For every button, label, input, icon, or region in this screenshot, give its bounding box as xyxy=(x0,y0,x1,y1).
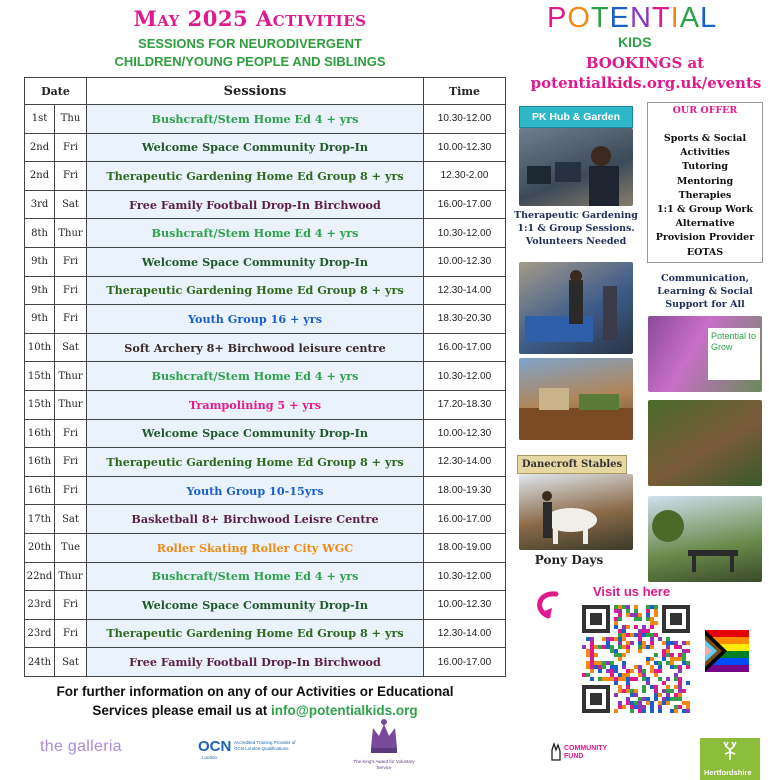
gardening-photo xyxy=(648,400,762,486)
row-weekday: Fri xyxy=(55,476,87,505)
row-day: 16th xyxy=(25,448,55,477)
gardening-caption: Therapeutic Gardening 1:1 & Group Sessions. Volunteers Needed xyxy=(514,210,638,247)
table-row xyxy=(25,390,506,419)
offer-item: Provision Provider xyxy=(655,232,755,244)
garden-model-photo xyxy=(519,358,633,440)
subtitle-line-1: SESSIONS FOR NEURODIVERGENT xyxy=(138,36,362,51)
kings-award-text: The King's Award for Voluntary Service xyxy=(353,759,415,770)
table-row xyxy=(25,276,506,305)
row-weekday: Fri xyxy=(55,247,87,276)
row-day: 20th xyxy=(25,533,55,562)
row-session: Therapeutic Gardening Home Ed Group 8 + yrs xyxy=(87,276,424,305)
row-session: Bushcraft/Stem Home Ed 4 + yrs xyxy=(87,362,424,391)
table-row xyxy=(25,505,506,534)
time-header: Time xyxy=(424,78,506,105)
offer-item: Activities xyxy=(680,147,730,159)
pool-table-photo-art xyxy=(519,262,633,354)
row-time: 10.00-12.30 xyxy=(424,591,506,620)
row-weekday: Sat xyxy=(55,333,87,362)
offer-item: Alternative xyxy=(675,218,735,230)
row-time: 10.00-12.30 xyxy=(424,419,506,448)
row-time: 10.30-12.00 xyxy=(424,362,506,391)
row-weekday: Thur xyxy=(55,562,87,591)
logo-letter: T xyxy=(651,2,671,34)
row-session: Welcome Space Community Drop-In xyxy=(87,419,424,448)
hertfordshire-logo xyxy=(700,738,760,780)
row-weekday: Fri xyxy=(55,591,87,620)
table-row xyxy=(25,419,506,448)
logo-letter: L xyxy=(700,2,718,34)
row-weekday: Fri xyxy=(55,619,87,648)
row-time: 10.30-12.00 xyxy=(424,219,506,248)
row-time: 18.00-19.30 xyxy=(424,476,506,505)
row-session: Bushcraft/Stem Home Ed 4 + yrs xyxy=(87,562,424,591)
hertfordshire-text: Hertfordshire xyxy=(704,768,752,777)
row-session: Therapeutic Gardening Home Ed Group 8 + yrs xyxy=(87,162,424,191)
row-day: 23rd xyxy=(25,619,55,648)
table-row xyxy=(25,476,506,505)
row-time: 16.00-17.00 xyxy=(424,648,506,677)
our-offer-box xyxy=(647,102,763,263)
offer-item: Sports & Social xyxy=(663,133,747,144)
offer-item: EOTAS xyxy=(686,246,724,258)
row-weekday: Thur xyxy=(55,219,87,248)
logo-letter: P xyxy=(547,2,568,34)
table-row xyxy=(25,219,506,248)
row-weekday: Fri xyxy=(55,419,87,448)
table-row xyxy=(25,448,506,477)
kids-logo-text: KIDS xyxy=(618,34,652,50)
row-weekday: Thur xyxy=(55,390,87,419)
row-day: 9th xyxy=(25,276,55,305)
row-session: Free Family Football Drop-In Birchwood xyxy=(87,190,424,219)
row-day: 10th xyxy=(25,333,55,362)
table-row xyxy=(25,362,506,391)
pool-table-photo xyxy=(519,262,633,354)
table-row xyxy=(25,247,506,276)
row-weekday: Thur xyxy=(55,362,87,391)
offer-item: 1:1 & Group Work xyxy=(656,204,754,216)
row-weekday: Fri xyxy=(55,305,87,334)
row-session: Trampolining 5 + yrs xyxy=(87,390,424,419)
community-fund-logo xyxy=(548,740,628,766)
row-weekday: Sat xyxy=(55,190,87,219)
ocn-logo xyxy=(198,738,308,762)
table-row xyxy=(25,591,506,620)
hart-icon xyxy=(718,740,742,764)
row-day: 2nd xyxy=(25,162,55,191)
row-time: 16.00-17.00 xyxy=(424,333,506,362)
row-session: Therapeutic Gardening Home Ed Group 8 + yrs xyxy=(87,448,424,477)
row-day: 24th xyxy=(25,648,55,677)
communication-caption: Communication, Learning & Social Support for All xyxy=(657,273,753,310)
row-day: 22nd xyxy=(25,562,55,591)
potential-to-grow-sign: Potential to Grow xyxy=(708,328,760,380)
logo-letter: T xyxy=(590,2,610,34)
offer-item: Mentoring xyxy=(676,175,734,187)
footer-line-2 xyxy=(0,703,510,718)
table-row xyxy=(25,533,506,562)
table-row xyxy=(25,562,506,591)
row-day: 3rd xyxy=(25,190,55,219)
row-session: Bushcraft/Stem Home Ed 4 + yrs xyxy=(87,105,424,134)
row-time: 10.00-12.30 xyxy=(424,247,506,276)
row-weekday: Fri xyxy=(55,448,87,477)
row-session: Basketball 8+ Birchwood Leisre Centre xyxy=(87,505,424,534)
crossed-fingers-icon xyxy=(548,742,564,762)
table-row xyxy=(25,162,506,191)
pony-photo xyxy=(519,474,633,550)
pk-hub-photo-art xyxy=(519,128,633,206)
pk-hub-photo xyxy=(519,128,633,206)
row-time: 17.20-18.30 xyxy=(424,390,506,419)
table-row xyxy=(25,648,506,677)
row-session: Soft Archery 8+ Birchwood leisure centre xyxy=(87,333,424,362)
community-fund-text: COMMUNITY FUND xyxy=(564,745,608,760)
row-weekday: Thu xyxy=(55,105,87,134)
row-session: Therapeutic Gardening Home Ed Group 8 + yrs xyxy=(87,619,424,648)
table-row xyxy=(25,105,506,134)
row-day: 8th xyxy=(25,219,55,248)
row-day: 15th xyxy=(25,390,55,419)
galleria-logo: the galleria xyxy=(40,738,122,755)
table-header-row xyxy=(25,78,506,105)
row-time: 18.30-20.30 xyxy=(424,305,506,334)
schedule-table xyxy=(24,77,506,677)
row-time: 12.30-14.00 xyxy=(424,619,506,648)
row-day: 9th xyxy=(25,247,55,276)
row-day: 9th xyxy=(25,305,55,334)
row-time: 16.00-17.00 xyxy=(424,505,506,534)
pony-photo-art xyxy=(519,474,633,550)
row-time: 12.30-2.00 xyxy=(424,162,506,191)
garden-bench-photo-art xyxy=(648,496,762,582)
row-weekday: Fri xyxy=(55,162,87,191)
row-day: 23rd xyxy=(25,591,55,620)
offer-item: Therapies xyxy=(678,189,732,201)
offer-item: Tutoring xyxy=(682,161,728,173)
kings-award-crown-icon xyxy=(368,718,400,758)
footer-line-1: For further information on any of our Activities or Educational xyxy=(56,684,454,699)
page-title: May 2025 Activities xyxy=(133,6,367,31)
table-row xyxy=(25,619,506,648)
row-day: 16th xyxy=(25,476,55,505)
row-day: 17th xyxy=(25,505,55,534)
garden-model-photo-art xyxy=(519,358,633,440)
logo-letter: A xyxy=(679,2,701,34)
table-row xyxy=(25,133,506,162)
date-header: Date xyxy=(25,78,87,105)
row-day: 1st xyxy=(25,105,55,134)
row-session: Bushcraft/Stem Home Ed 4 + yrs xyxy=(87,219,424,248)
qr-code-icon[interactable] xyxy=(582,605,690,713)
row-session: Welcome Space Community Drop-In xyxy=(87,247,424,276)
row-day: 16th xyxy=(25,419,55,448)
row-time: 10.30-12.00 xyxy=(424,562,506,591)
ocn-logo-text: OCN xyxy=(198,738,232,755)
row-session: Welcome Space Community Drop-In xyxy=(87,133,424,162)
logo-letter: N xyxy=(629,2,652,34)
sessions-header: Sessions xyxy=(87,78,424,105)
ocn-logo-sub: London xyxy=(202,755,218,760)
our-offer-list xyxy=(648,132,762,260)
contact-email-link[interactable]: info@potentialkids.org xyxy=(270,703,418,718)
pony-days-caption: Pony Days xyxy=(534,553,604,567)
row-session: Youth Group 16 + yrs xyxy=(87,305,424,334)
danecroft-stables-label: Danecroft Stables xyxy=(517,455,627,474)
potential-logo xyxy=(547,2,717,35)
table-row xyxy=(25,333,506,362)
row-weekday: Tue xyxy=(55,533,87,562)
subtitle-line-2: CHILDREN/YOUNG PEOPLE AND SIBLINGS xyxy=(114,54,386,69)
row-session: Roller Skating Roller City WGC xyxy=(87,533,424,562)
row-day: 2nd xyxy=(25,133,55,162)
progress-pride-flag-icon xyxy=(705,630,749,672)
logo-letter: E xyxy=(609,2,630,34)
row-weekday: Sat xyxy=(55,505,87,534)
row-time: 12.30-14.00 xyxy=(424,276,506,305)
row-time: 18.00-19.00 xyxy=(424,533,506,562)
pk-hub-label: PK Hub & Garden xyxy=(519,106,633,128)
our-offer-title: OUR OFFER xyxy=(672,105,738,116)
row-day: 15th xyxy=(25,362,55,391)
logo-letter: I xyxy=(670,2,680,34)
row-weekday: Fri xyxy=(55,133,87,162)
bookings-label: BOOKINGS at xyxy=(585,54,705,72)
footer-prefix: Services please email us at xyxy=(92,703,271,718)
logo-letter: O xyxy=(567,2,591,34)
table-row xyxy=(25,305,506,334)
row-session: Youth Group 10-15yrs xyxy=(87,476,424,505)
row-time: 12.30-14.00 xyxy=(424,448,506,477)
row-time: 10.30-12.00 xyxy=(424,105,506,134)
table-row xyxy=(25,190,506,219)
row-session: Free Family Football Drop-In Birchwood xyxy=(87,648,424,677)
row-time: 10.00-12.30 xyxy=(424,133,506,162)
bookings-url-link[interactable]: potentialkids.org.uk/events xyxy=(530,74,762,92)
row-weekday: Fri xyxy=(55,276,87,305)
ocn-logo-small: Accredited Training Provider of OCN London Qualifications xyxy=(234,740,296,751)
row-session: Welcome Space Community Drop-In xyxy=(87,591,424,620)
garden-bench-photo xyxy=(648,496,762,582)
row-weekday: Sat xyxy=(55,648,87,677)
row-time: 16.00-17.00 xyxy=(424,190,506,219)
curved-arrow-icon xyxy=(532,588,566,622)
visit-us-label: Visit us here xyxy=(593,584,671,599)
